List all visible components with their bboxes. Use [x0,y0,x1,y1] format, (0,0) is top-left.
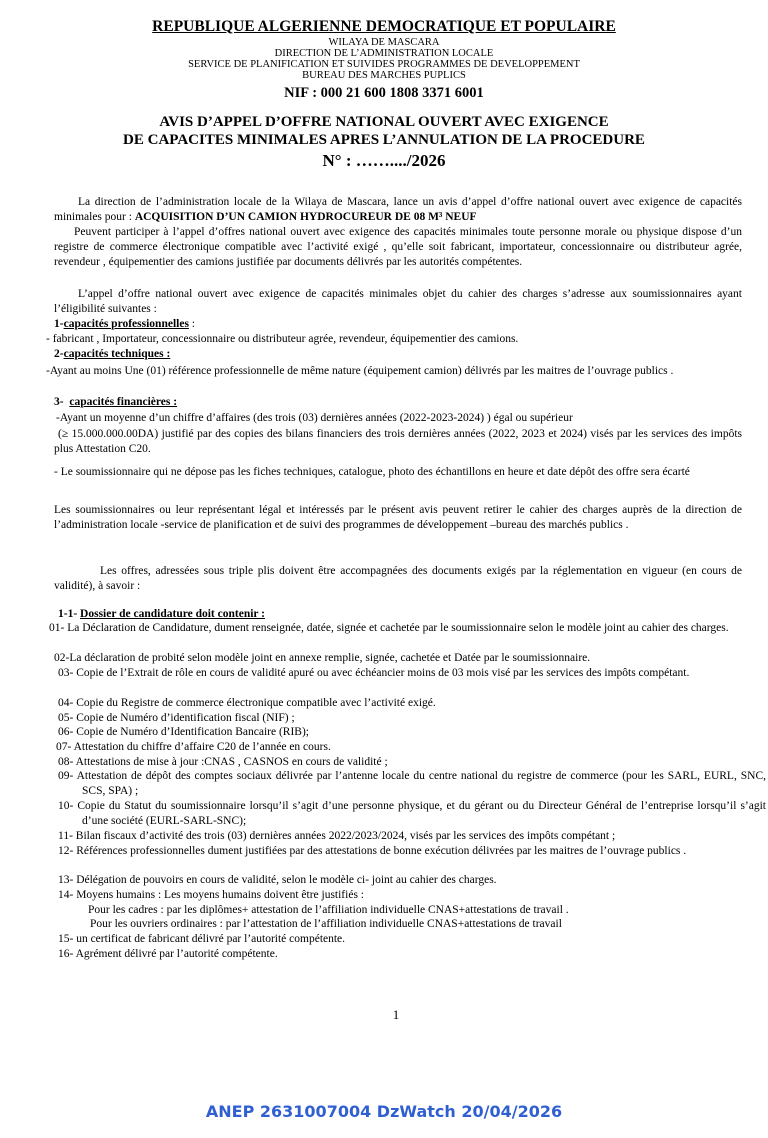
dossier-item-05: 05- Copie de Numéro d’identification fiscal (NIF) ; [58,712,295,724]
note-withdraw-specifications: Les soumissionnaires ou leur représentant légal et intéressés par le présent avis peuvent retirer le cahier des charges auprès de la direction de l’administration locale -service de planification et de suivi des programmes de développement –bureau des marchés publics . [54,504,742,531]
capacity-2-heading: 2-capacités techniques : [54,348,171,360]
capacity-1-text: - fabricant , Importateur, concessionnaire ou distributeur agrée, revendeur, équipementier des camions. [46,333,519,345]
direction-line: DIRECTION DE L’ADMINISTRATION LOCALE [274,48,494,59]
intro-paragraph-3: L’appel d’offre national ouvert avec exigence de capacités minimales objet du cahier des charges s’adresse aux soumissionnaires ayant l’éligibilité suivantes : [54,288,742,315]
capacity-1-heading: 1-capacités professionnelles : [54,318,195,330]
note-technical-sheets: - Le soumissionnaire qui ne dépose pas les fiches techniques, catalogue, photo des échantillons en heure et date dépôt des offre sera écarté [54,466,690,478]
dossier-item-02: 02-La déclaration de probité selon modèle joint en annexe remplie, signée, cachetée et Datée par le soumissionnaire. [54,652,591,664]
dossier-item-14-cadres: Pour les cadres : par les diplômes+ attestation de l’affiliation individuelle CNAS+attestations de travail . [88,904,569,916]
dossier-item-15: 15- un certificat de fabricant délivré par l’autorité compétente. [58,933,346,945]
dossier-item-01: 01- La Déclaration de Candidature, dument renseignée, datée, signée et cachetée par le soumissionnaire selon le modèle joint au cahier des charges. [49,622,729,634]
title-line-2: DE CAPACITES MINIMALES APRES L’ANNULATION DE LA PROCEDURE [123,132,645,148]
note-offers-documents: Les offres, adressées sous triple plis doivent être accompagnées des documents exigés par la réglementation en vigueur (en cours de validité), à savoir : [54,565,742,592]
dossier-item-08: 08- Attestations de mise à jour :CNAS , CASNOS en cours de validité ; [58,756,388,768]
capacity-3-text-1: -Ayant un moyenne d’un chiffre d’affaires (des trois (03) dernières années (2022-2023-2024) ) égal ou supérieur [56,412,573,424]
publication-footer: ANEP 2631007004 DzWatch 20/04/2026 [205,1102,563,1121]
capacity-3-text-2: (≥ 15.000.000.00DA) justifié par des copies des bilans financiers des trois dernières années (2022, 2023 et 2024) visés par les services des impôts plus Attestation C20. [54,428,742,455]
dossier-item-09: 09- Attestation de dépôt des comptes sociaux délivrée par l’antenne locale du centre national du registre de commerce (pour les SARL, EURL, SNC, SCS, SPA) ; [58,770,766,797]
object-title: ACQUISITION D’UN CAMION HYDROCUREUR DE 08 M³ NEUF [134,211,477,223]
page-number: 1 [392,1007,400,1022]
notice-number: N° : ……..../2026 [322,151,446,170]
dossier-item-14-ouvriers: Pour les ouvriers ordinaires : par l’attestation de l’affiliation individuelle CNAS+attestations de travail [90,918,562,930]
dossier-item-14: 14- Moyens humains : Les moyens humains doivent être justifiés : [58,889,364,901]
dossier-heading: 1-1- Dossier de candidature doit contenir : [58,608,266,620]
dossier-item-06: 06- Copie de Numéro d’Identification Bancaire (RIB); [58,726,310,738]
dossier-item-12: 12- Références professionnelles dument justifiées par des attestations de bonne exécution délivrées par les maitres de l’ouvrage publics . [58,845,687,857]
service-line: SERVICE DE PLANIFICATION ET SUIVIDES PROGRAMMES DE DEVELOPPEMENT [188,59,580,70]
wilaya-line: WILAYA DE MASCARA [328,37,440,48]
bureau-line: BUREAU DES MARCHES PUPLICS [302,70,466,81]
dossier-item-04: 04- Copie du Registre de commerce électronique compatible avec l’activité exigé. [58,697,436,709]
capacity-2-text: -Ayant au moins Une (01) référence professionnelle de même nature (équipement camion) délivrés par les maitres de l’ouvrage publics . [46,365,674,377]
republic-heading: REPUBLIQUE ALGERIENNE DEMOCRATIQUE ET POPULAIRE [152,18,616,35]
dossier-item-07: 07- Attestation du chiffre d’affaire C20 de l’année en cours. [56,741,331,753]
dossier-item-13: 13- Délégation de pouvoirs en cours de validité, selon le modèle ci- joint au cahier des charges. [58,874,497,886]
nif-line: NIF : 000 21 600 1808 3371 6001 [284,85,484,101]
dossier-item-11: 11- Bilan fiscaux d’activité des trois (03) dernières années 2022/2023/2024, visés par les services des impôts compétant ; [58,830,616,842]
title-line-1: AVIS D’APPEL D’OFFRE NATIONAL OUVERT AVEC EXIGENCE [159,114,609,130]
intro-paragraph-1: La direction de l’administration locale de la Wilaya de Mascara, lance un avis d’appel d’offre national ouvert avec exigence de capacités minimales pour : ACQUISITION D’UN CAMION HYDROCUREUR DE 08 M³ NEUF [54,196,742,223]
dossier-item-16: 16- Agrément délivré par l’autorité compétente. [58,948,278,960]
capacity-3-heading: 3- capacités financières : [54,396,178,408]
dossier-item-03: 03- Copie de l’Extrait de rôle en cours de validité apuré ou avec échéancier moins de 03 mois visé par les services des impôts compétant. [58,667,690,679]
intro-paragraph-2: Peuvent participer à l’appel d’offres national ouvert avec exigence des capacités minimales toute personne morale ou physique dispose d’un registre de commerce électronique compatible avec l’activité exigé , qu’elle soit fabricant, importateur, concessionnaire ou distributeur agrée, revendeur , équipementier des camions justifiée par documents délivrés par les autorités compétentes. [54,226,742,268]
dossier-item-10: 10- Copie du Statut du soumissionnaire lorsqu’il s’agit d’une personne physique, et du gérant ou du Directeur Général de l’entreprise lorsqu’il s’agit d’une société (EURL-SARL-SNC); [58,800,766,827]
